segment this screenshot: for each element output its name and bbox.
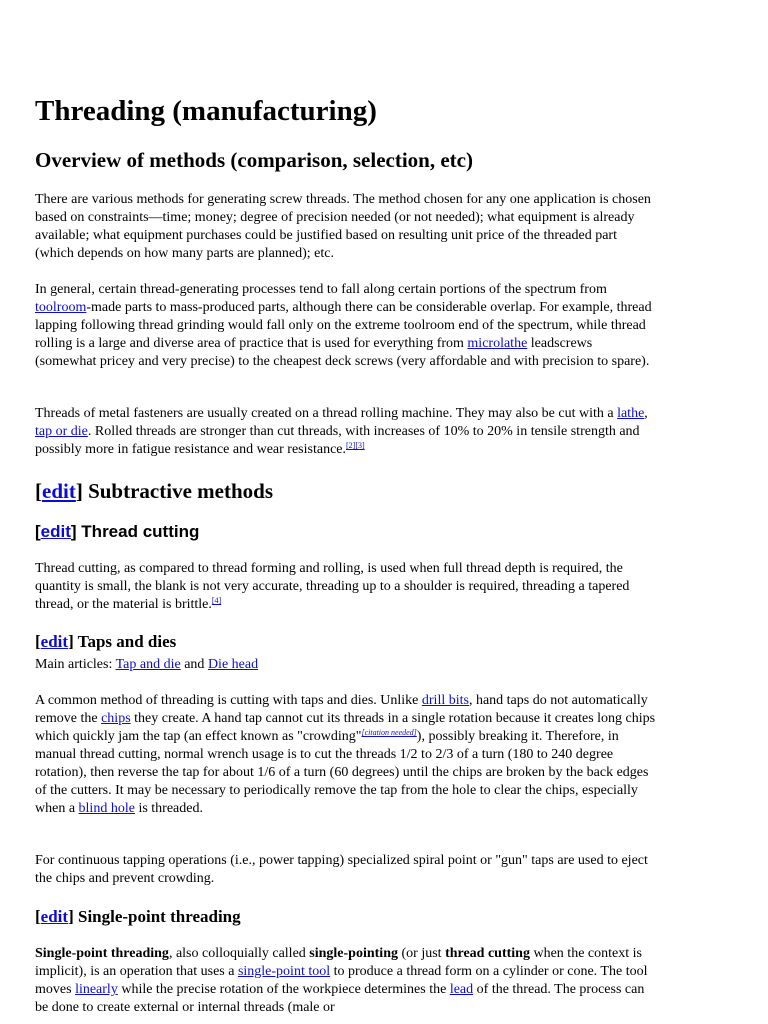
citation-4[interactable]: [4] [211,596,222,605]
edit-link-thread-cutting[interactable]: edit [40,522,71,541]
overview-paragraph-3: Threads of metal fasteners are usually created on a thread rolling machine. They may also be cut with a lathe, tap or die. Rolled threads are stronger than cut threads, with increases of 10% to 20% in tensile strength and possibly more in fatigue resistance and wear resistance.[2][3] [35,406,648,457]
link-tap-and-die[interactable]: Tap and die [115,657,181,672]
taps-dies-paragraph-1: A common method of threading is cutting with taps and dies. Unlike drill bits, hand taps do not automatically remove the chips they create. A hand tap cannot cut its threads in a single rotation because it creates long chips which quickly jam the tap (an effect known as "crowding"[citation needed]), possibly breaking it. Therefore, in manual thread cutting, normal wrench usage is to cut the threads 1/2 to 2/3 of a turn (180 to 240 degree rotation), then reverse the tap for about 1/6 of a turn (60 degrees) until the chips are broken by the back edges of the cutters. It may be necessary to periodically remove the tap from the hole to clear the chips, especially when a blind hole is threaded. [35,693,656,816]
citation-2-3[interactable]: [2][3] [346,441,365,450]
link-drill-bits[interactable]: drill bits [421,693,469,708]
taps-dies-paragraph-2: For continuous tapping operations (i.e., power tapping) specialized spiral point or "gun" taps are used to eject the chips and prevent crowding. [35,853,648,886]
single-point-heading: [edit] Single-point threading [35,907,241,926]
single-point-paragraph: Single-point threading, also colloquially called single-pointing (or just thread cutting when the context is implicit), is an operation that uses a single-point tool to produce a thread form on a cylinder or cone. The tool moves linearly while the precise rotation of the workpiece determines the lead of the thread. The process can be done to create external or internal threads (male or [35,946,648,1015]
link-blind-hole[interactable]: blind hole [78,801,135,816]
edit-link-taps-dies[interactable]: edit [40,632,69,651]
link-single-point-tool[interactable]: single-point tool [237,964,331,979]
overview-heading: Overview of methods (comparison, selection, etc) [35,148,473,172]
thread-cutting-heading: [edit] Thread cutting [35,522,200,541]
overview-paragraph-2: In general, certain thread-generating processes tend to fall along certain portions of the spectrum from toolroom-made parts to mass-produced parts, although there can be considerable overlap. For example, thread lapping following thread grinding would fall only on the extreme toolroom end of the spectrum, while thread rolling is a large and diverse area of practice that is used for everything from microlathe leadscrews (somewhat pricey and very precise) to the cheapest deck screws (very affordable and with precision to spare). [35,282,652,369]
taps-dies-main-articles: Main articles: Tap and die and Die head [35,657,259,672]
link-lead[interactable]: lead [449,982,474,997]
citation-needed[interactable]: [citation needed] [361,728,417,737]
link-toolroom[interactable]: toolroom [35,300,87,315]
overview-paragraph-1: There are various methods for generating screw threads. The method chosen for any one application is chosen based on constraints—time; money; degree of precision needed (or not needed); what equipment is already available; what equipment purchases could be justified based on resulting unit price of the threaded part (which depends on how many parts are planned); etc. [35,192,651,261]
edit-link-single-point[interactable]: edit [40,907,69,926]
subtractive-heading: [edit] Subtractive methods [35,479,273,503]
link-microlathe[interactable]: microlathe [467,336,528,351]
page-title: Threading (manufacturing) [35,95,377,127]
link-chips[interactable]: chips [101,711,131,726]
link-die-head[interactable]: Die head [207,657,259,672]
edit-link-subtractive[interactable]: edit [42,479,76,503]
link-linearly[interactable]: linearly [75,982,118,997]
thread-cutting-paragraph: Thread cutting, as compared to thread forming and rolling, is used when full thread depth is required, the quantity is small, the blank is not very accurate, threading up to a shoulder is required, threading a tapered thread, or the material is brittle.[4] [35,561,630,612]
link-tap-or-die[interactable]: tap or die [35,424,88,439]
link-lathe[interactable]: lathe [617,406,645,421]
taps-dies-heading: [edit] Taps and dies [35,632,177,651]
